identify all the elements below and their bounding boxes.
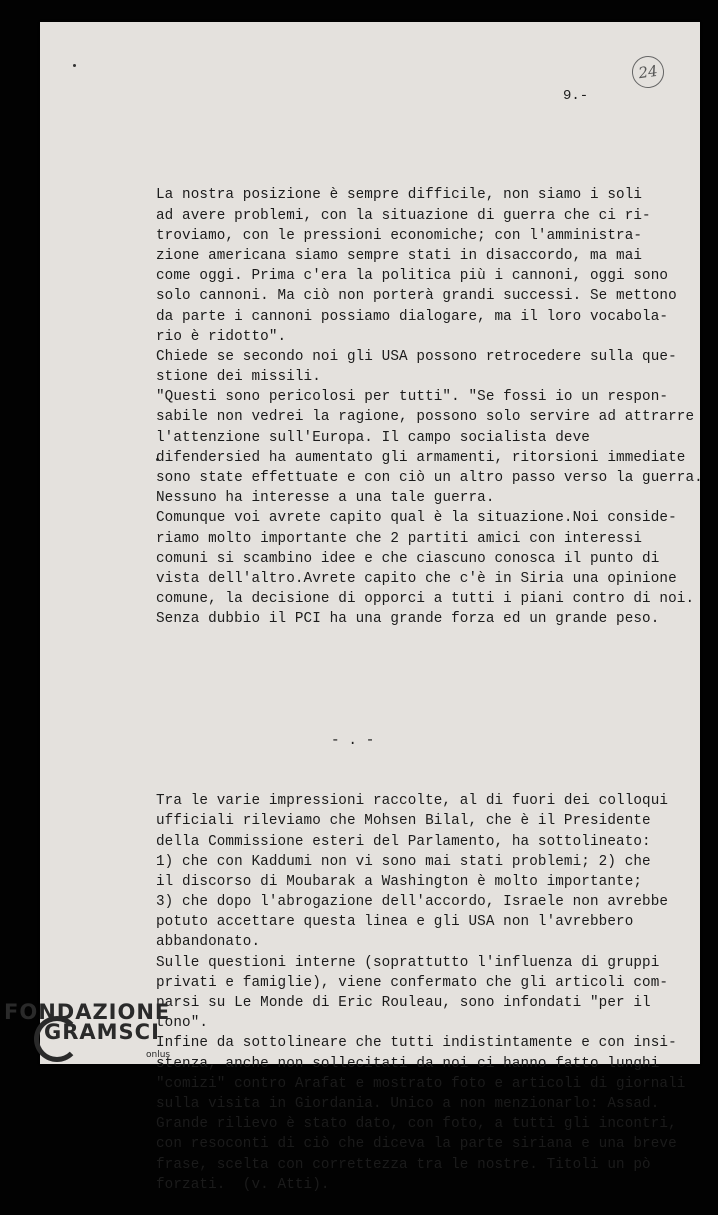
text-line: Chiede se secondo noi gli USA possono retrocedere sulla que- bbox=[156, 348, 677, 365]
text-line: Sulle questioni interne (soprattutto l'influenza di gruppi bbox=[156, 954, 660, 971]
text-line: l'attenzione sull'Europa. Il campo socialista deve bbox=[156, 429, 590, 446]
text-line: sono state effettuate e con ciò un altro passo verso la guerra. bbox=[156, 470, 703, 487]
section-separator: - . - bbox=[331, 732, 375, 749]
text-line: rio è ridotto". bbox=[156, 328, 287, 345]
paragraph-2 bbox=[156, 791, 703, 1195]
text-line: come oggi. Prima c'era la politica più i cannoni, oggi sono bbox=[156, 268, 669, 285]
text-line: troviamo, con le pressioni economiche; con l'amministra- bbox=[156, 227, 643, 244]
text-line: Comunque voi avrete capito qual è la situazione.Noi conside- bbox=[156, 510, 677, 527]
text-line: riamo molto importante che 2 partiti amici con interessi bbox=[156, 530, 643, 547]
text-line: La nostra posizione è sempre difficile, non siamo i soli bbox=[156, 187, 643, 204]
ink-dot bbox=[73, 64, 76, 67]
text-line: con resoconti di ciò che diceva la parte siriana e una breve bbox=[156, 1136, 677, 1153]
text-line: da parte i cannoni possiamo dialogare, ma il loro vocabola- bbox=[156, 308, 669, 325]
text-line: Senza dubbio il PCI ha una grande forza ed un grande peso. bbox=[156, 611, 660, 628]
text-line: Tra le varie impressioni raccolte, al di fuori dei colloqui bbox=[156, 793, 669, 810]
text-line: comuni si scambino idee e che ciascuno conosca il punto di bbox=[156, 550, 660, 567]
text-line: sabile non vedrei la ragione, possono solo servire ad attrarre bbox=[156, 409, 695, 426]
watermark-line1: FONDAZIONE bbox=[4, 1000, 171, 1024]
text-line: Nessuno ha interesse a una tale guerra. bbox=[156, 490, 495, 507]
text-line: il discorso di Moubarak a Washington è molto importante; bbox=[156, 873, 643, 890]
text-line: Grande rilievo è stato dato, con foto, a tutti gli incontri, bbox=[156, 1116, 677, 1133]
watermark-line3: onlus bbox=[146, 1050, 171, 1060]
text-line: potuto accettare questa linea e gli USA non l'avrebbero bbox=[156, 914, 634, 931]
text-line: "comizi" contro Arafat e mostrato foto e articoli di giornali bbox=[156, 1075, 686, 1092]
text-line: stione dei missili. bbox=[156, 369, 321, 386]
text-line: comune, la decisione di opporci a tutti i piani contro di noi. bbox=[156, 591, 695, 608]
text-line: privati e famiglie), viene confermato che gli articoli com- bbox=[156, 974, 669, 991]
text-line: ad avere problemi, con la situazione di guerra che ci ri- bbox=[156, 207, 651, 224]
page-stamp: 24 bbox=[630, 54, 666, 90]
text-line: frase, scelta con correttezza tra le nostre. Titoli un pò bbox=[156, 1156, 651, 1173]
text-line: solo cannoni. Ma ciò non porterà grandi successi. Se mettono bbox=[156, 288, 677, 305]
text-line: forzati. (v. Atti). bbox=[156, 1176, 330, 1193]
text-line: stenza, anche non sollecitati da noi ci hanno fatto lunghi bbox=[156, 1055, 660, 1072]
text-line: parsi su Le Monde di Eric Rouleau, sono infondati "per il bbox=[156, 995, 651, 1011]
text-line: della Commissione esteri del Parlamento, ha sottolineato: bbox=[156, 833, 651, 850]
text-line: 3) che dopo l'abrogazione dell'accordo, Israele non avrebbe bbox=[156, 894, 669, 911]
text-line: vista dell'altro.Avrete capito che c'è in Siria una opinione bbox=[156, 570, 677, 587]
text-line: 1) che con Kaddumi non vi sono mai stati problemi; 2) che bbox=[156, 853, 651, 870]
text-line: ufficiali rileviamo che Mohsen Bilal, che è il Presidente bbox=[156, 813, 651, 830]
document-body bbox=[156, 145, 703, 1215]
text-line: "Questi sono pericolosi per tutti". "Se fossi io un respon- bbox=[156, 389, 669, 406]
text-line: difendersied ha aumentato gli armamenti, ritorsioni immediate bbox=[156, 449, 686, 466]
text-line: sulla visita in Giordania. Unico a non menzionarlo: Assad. bbox=[156, 1095, 660, 1112]
text-line: abbandonato. bbox=[156, 934, 261, 951]
paragraph-1 bbox=[156, 185, 703, 629]
text-line: tono". bbox=[156, 1015, 209, 1032]
text-line: Infine da sottolineare che tutti indistintamente e con insi- bbox=[156, 1035, 677, 1052]
page-number: 9.- bbox=[563, 88, 589, 104]
text-line: zione americana siamo sempre stati in disaccordo, ma mai bbox=[156, 247, 643, 264]
watermark-line2: GRAMSCI bbox=[44, 1020, 160, 1044]
